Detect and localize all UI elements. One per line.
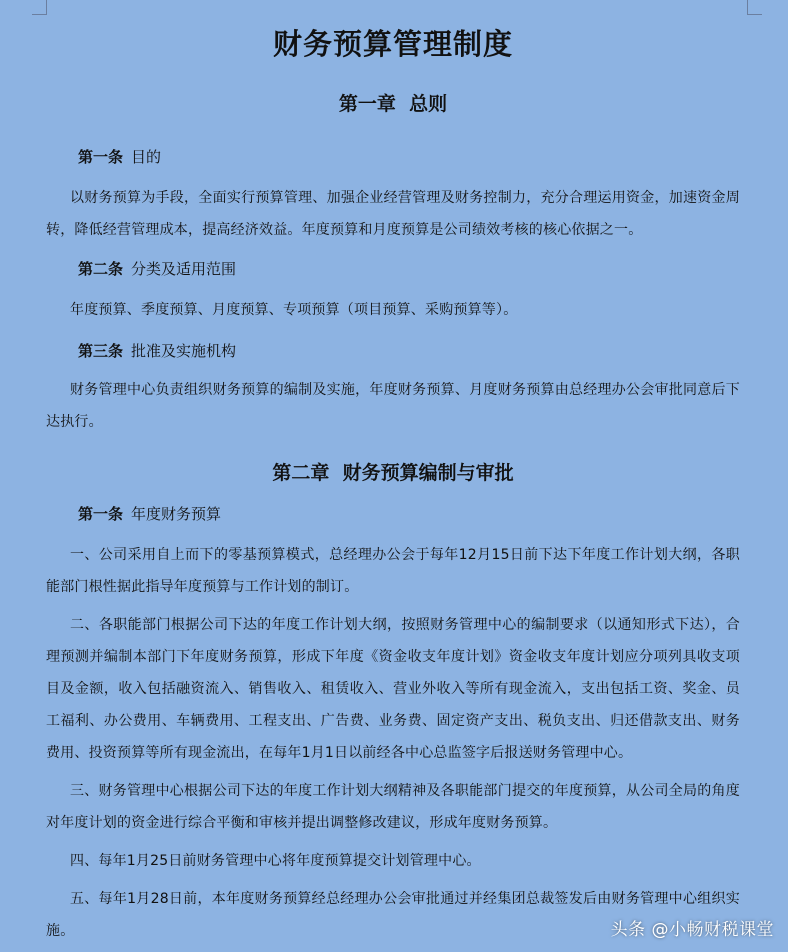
margin-corner-mark-right	[747, 0, 762, 15]
paragraph: 四、每年1月25日前财务管理中心将年度预算提交计划管理中心。	[70, 853, 481, 869]
chapter-heading-2: 第二章 财务预算编制与审批	[272, 462, 514, 484]
article-heading	[46, 146, 740, 168]
paragraph: 以财务预算为手段，全面实行预算管理、加强企业经营管理及财务控制力，充分合理运用资金，加速资金周转，降低经营管理成本，提高经济效益。年度预算和月度预算是公司绩效考核的核心依据之一。	[46, 190, 740, 238]
article-heading	[46, 340, 740, 362]
article-number: 第一条	[78, 505, 124, 523]
document-title: 财务预算管理制度	[272, 27, 513, 61]
article-number: 第二条	[78, 260, 124, 278]
article-number: 第三条	[78, 342, 124, 360]
paragraph: 财务管理中心负责组织财务预算的编制及实施，年度财务预算、月度财务预算由总经理办公会审批同意后下达执行。	[46, 382, 740, 430]
article-heading	[46, 258, 740, 280]
chapter-heading-1: 第一章 总则	[338, 93, 448, 115]
document-page	[46, 0, 740, 947]
article-heading	[46, 503, 740, 525]
watermark-text: 头条 @小畅财税课堂	[610, 920, 774, 940]
article-topic: 目的	[131, 148, 162, 166]
paragraph: 一、公司采用自上而下的零基预算模式，总经理办公会于每年12月15日前下达下年度工作计划大纲，各职能部门根性据此指导年度预算与工作计划的制订。	[46, 547, 740, 595]
paragraph: 年度预算、季度预算、月度预算、专项预算（项目预算、采购预算等）。	[70, 302, 518, 318]
article-topic: 分类及适用范围	[131, 260, 237, 278]
article-number: 第一条	[78, 148, 124, 166]
paragraph: 三、财务管理中心根据公司下达的年度工作计划大纲精神及各职能部门提交的年度预算，从公司全局的角度对年度计划的资金进行综合平衡和审核并提出调整修改建议，形成年度财务预算。	[46, 783, 740, 831]
paragraph: 五、每年1月28日前，本年度财务预算经总经理办公会审批通过并经集团总裁签发后由财务管理中心组织实施。	[46, 891, 740, 939]
article-topic: 年度财务预算	[131, 505, 222, 523]
paragraph: 二、各职能部门根据公司下达的年度工作计划大纲，按照财务管理中心的编制要求（以通知形式下达），合理预测并编制本部门下年度财务预算，形成下年度《资金收支年度计划》资金收支年度计划应分项列具收支项目及金额，收入包括融资流入、销售收入、租赁收入、营业外收入等所有现金流入，支出包括工资、奖金、员工福利、办公费用、车辆费用、工程支出、广告费、业务费、固定资产支出、税负支出、归还借款支出、财务费用、投资预算等所有现金流出，在每年1月1日以前经各中心总监签字后报送财务管理中心。	[46, 617, 740, 761]
article-topic: 批准及实施机构	[131, 342, 237, 360]
margin-corner-mark-left	[32, 0, 47, 15]
